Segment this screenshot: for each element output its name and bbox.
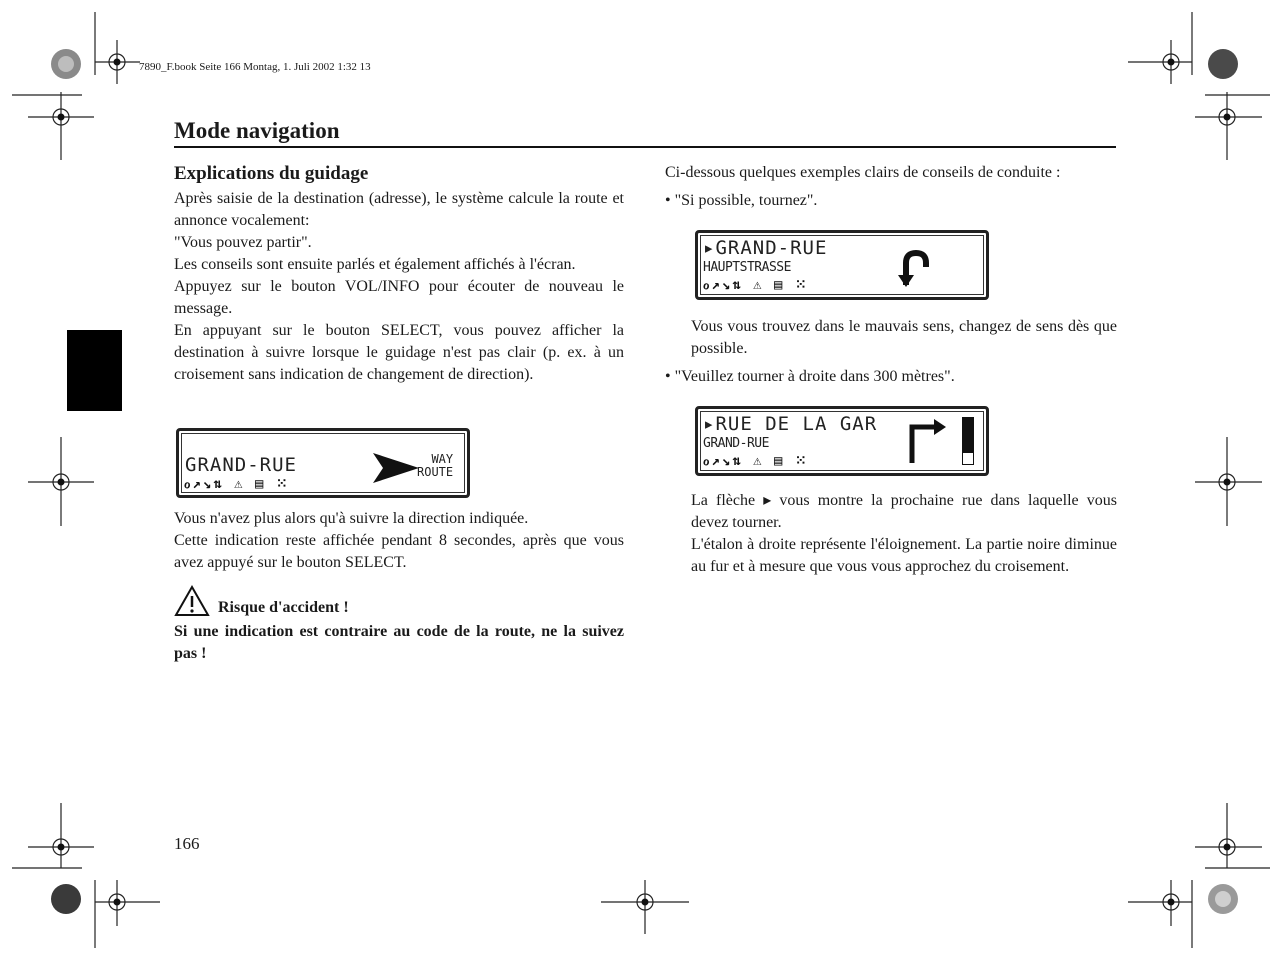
bullet-item: • "Veuillez tourner à droite dans 300 mètres". xyxy=(665,368,955,385)
intro-text: Ci-dessous quelques exemples clairs de conseils de conduite : xyxy=(665,164,1061,181)
paragraph: L'étalon à droite représente l'éloignement. La partie noire diminue au fur et à mesure que vous vous approchez du croisement. xyxy=(691,536,1117,575)
way-label: WAY xyxy=(431,452,454,466)
lcd-display-uturn xyxy=(695,230,989,300)
way-route-label xyxy=(417,453,453,479)
lcd-status-icons: ℴ↗↘⇅ ⚠ ▤ ⁙ xyxy=(703,453,809,469)
lcd-status-icons: ℴ↗↘⇅ ⚠ ▤ ⁙ xyxy=(184,476,290,492)
paragraph: Cette indication reste affichée pendant 8 secondes, après que vous avez appuyé sur le bouton SELECT. xyxy=(174,532,624,571)
paragraph: La flèche ▸ vous montre la prochaine rue dans laquelle vous devez tourner. xyxy=(691,492,1117,531)
warning-title: Risque d'accident ! xyxy=(218,599,349,616)
page-number: 166 xyxy=(174,834,200,853)
paragraph: Les conseils sont ensuite parlés et également affichés à l'écran. xyxy=(174,256,576,273)
paragraph: Vous vous trouvez dans le mauvais sens, changez de sens dès que possible. xyxy=(691,318,1117,357)
paragraph: "Vous pouvez partir". xyxy=(174,234,312,251)
warning-body: Si une indication est contraire au code de la route, ne la suivez pas ! xyxy=(174,623,624,662)
bullet-item: • "Si possible, tournez". xyxy=(665,192,818,209)
way-route-arrow-icon xyxy=(371,451,421,485)
warning-triangle-icon xyxy=(174,585,210,617)
lcd-display-turn-right xyxy=(695,406,989,476)
paragraph: En appuyant sur le bouton SELECT, vous pouvez afficher la destination à suivre lorsque le guidage n'est pas clair (p. ex. à un croisement sans indication de changement de direction). xyxy=(174,322,624,383)
distance-gauge xyxy=(962,417,974,465)
file-header-note: 7890_F.book Seite 166 Montag, 1. Juli 2002 1:32 13 xyxy=(139,61,371,73)
lcd-substreet: GRAND-RUE xyxy=(703,436,769,451)
left-column-text xyxy=(174,188,624,386)
example2-text xyxy=(691,490,1117,578)
example1-text xyxy=(691,316,1117,360)
uturn-arrow-icon xyxy=(898,247,934,287)
lcd-street: ▸RUE DE LA GAR xyxy=(703,413,878,435)
bullet-item-2 xyxy=(665,366,1117,388)
lcd-status-icons: ℴ↗↘⇅ ⚠ ▤ ⁙ xyxy=(703,277,809,293)
paragraph: Vous n'avez plus alors qu'à suivre la direction indiquée. xyxy=(174,510,529,527)
section-heading: Explications du guidage xyxy=(174,163,369,184)
warning-box xyxy=(174,585,624,665)
right-column-intro xyxy=(665,162,1117,212)
distance-gauge-fill xyxy=(963,418,973,453)
paragraph: Après saisie de la destination (adresse), le système calcule la route et annonce vocalement: xyxy=(174,190,624,229)
paragraph: Appuyez sur le bouton VOL/INFO pour écouter de nouveau le message. xyxy=(174,278,624,317)
chapter-tab-marker xyxy=(67,330,122,411)
lcd-substreet: HAUPTSTRASSE xyxy=(703,260,791,275)
page-title: Mode navigation xyxy=(174,118,340,143)
left-after-text xyxy=(174,508,624,574)
turn-right-arrow-icon xyxy=(906,417,948,465)
lcd-street: GRAND-RUE xyxy=(185,454,297,476)
lcd-street: ▸GRAND-RUE xyxy=(703,237,828,259)
title-rule xyxy=(174,146,1116,148)
lcd-display-way-route xyxy=(176,428,470,498)
route-label: ROUTE xyxy=(417,465,454,479)
